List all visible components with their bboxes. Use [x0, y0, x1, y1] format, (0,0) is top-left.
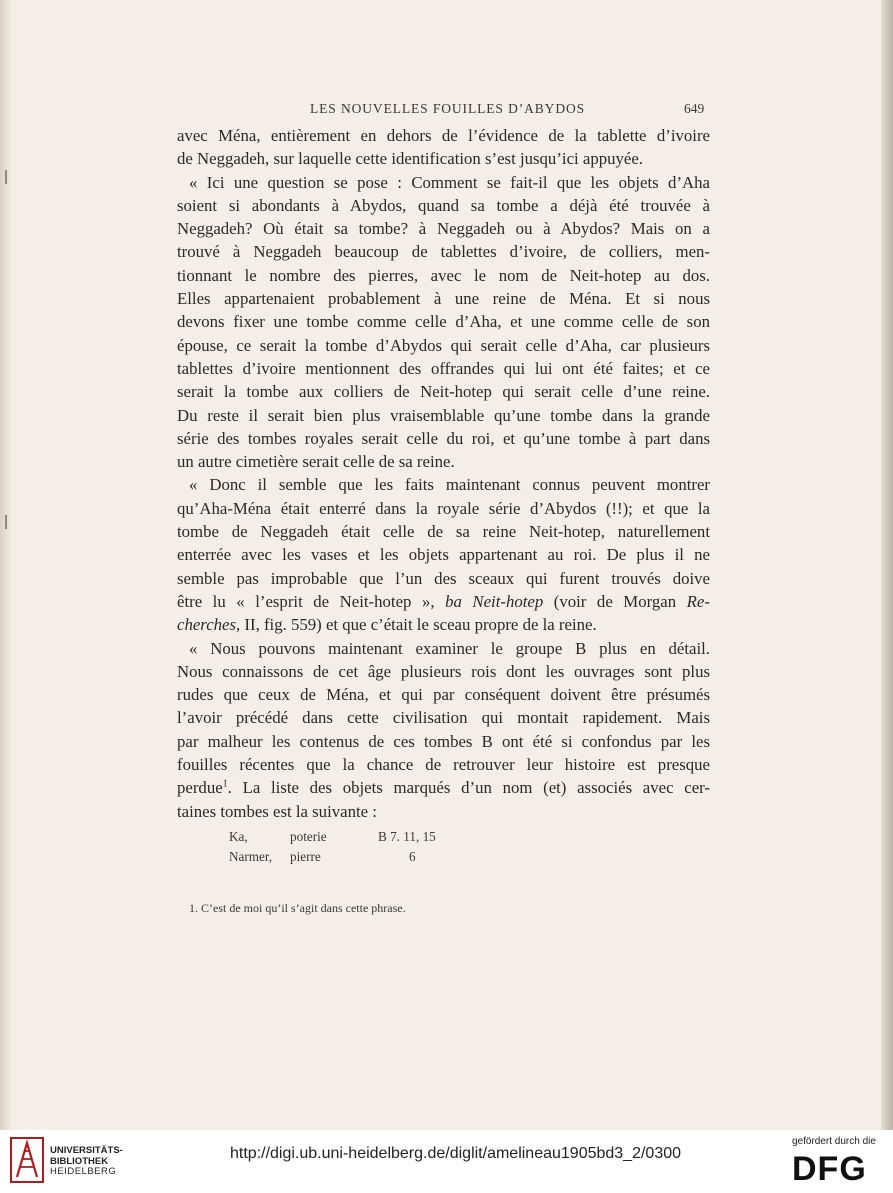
library-line: HEIDELBERG — [50, 1166, 117, 1177]
text-line: « Donc il semble que les faits maintenant connus peuvent montrer — [189, 475, 710, 495]
library-logo-icon — [10, 1137, 44, 1183]
library-name — [50, 1146, 123, 1178]
text-run: (voir de Morgan — [543, 591, 687, 611]
text-line: taines tombes est la suivante : — [177, 801, 377, 821]
text-run: être lu « l’esprit de Neit-hotep », — [177, 591, 446, 611]
text-line — [177, 590, 710, 613]
italic-run: ba Neit-hotep — [445, 591, 544, 611]
text-line: qu’Aha-Ména était enterré dans la royale série d’Abydos (!!); et que la — [177, 498, 710, 518]
body-text — [177, 124, 710, 823]
text-line: Nous connaissons de cet âge plusieurs rois dont les ouvrages sont plus — [177, 661, 710, 681]
text-line: un autre cimetière serait celle de sa reine. — [177, 452, 455, 472]
text-run: , II, fig. 559) et que c’était le sceau propre de la reine. — [236, 615, 597, 635]
text-line — [177, 776, 710, 799]
object-tombs: B 7. 11, 15 — [378, 829, 436, 844]
object-material: pierre — [290, 849, 321, 864]
text-run: perdue — [177, 778, 223, 798]
text-line: serait la tombe aux colliers de Neit-hotep qui serait celle d’une reine. — [177, 382, 710, 402]
text-line: fouilles récentes que la chance de retrouver leur histoire est presque — [177, 755, 710, 775]
object-name: Ka, — [229, 829, 248, 844]
dfg-logo: DFG — [792, 1150, 867, 1188]
margin-mark — [5, 170, 7, 184]
object-tombs: 6 — [409, 849, 416, 864]
objects-table — [229, 827, 469, 867]
text-line: semble pas improbable que l’un des sceaux qui furent trouvés doive — [177, 568, 710, 588]
text-run: . La liste des objets marqués d’un nom (et) associés avec cer- — [227, 778, 710, 798]
library-line: UNIVERSITÄTS- — [50, 1145, 123, 1156]
page-edge-right — [881, 0, 893, 1130]
margin-mark — [5, 515, 7, 529]
text-line: Elles appartenaient probablement à une reine de Ména. Et si nous — [177, 289, 710, 309]
text-line: Neggadeh? Où était sa tombe? à Neggadeh ou à Abydos? Mais on a — [177, 219, 710, 239]
table-row — [229, 847, 469, 867]
text-line: tionnant le nombre des pierres, avec le nom de Neit-hotep au dos. — [177, 265, 710, 285]
text-line — [177, 613, 710, 636]
footnote: 1. C’est de moi qu’il s’agit dans cette phrase. — [189, 901, 406, 915]
text-line: « Nous pouvons maintenant examiner le groupe B plus en détail. — [189, 638, 710, 658]
text-line: Du reste il serait bien plus vraisemblable qu’une tombe dans la grande — [177, 405, 710, 425]
text-line: soient si abondants à Abydos, quand sa tombe a déjà été trouvée à — [177, 195, 710, 215]
object-name: Narmer, — [229, 849, 273, 864]
library-line: BIBLIOTHEK — [50, 1155, 109, 1167]
funded-by-label: gefördert durch die — [792, 1136, 876, 1147]
text-line: série des tombes royales serait celle du roi, et qu’une tombe à part dans — [177, 428, 710, 448]
text-line: « Ici une question se pose : Comment se fait-il que les objets d’Aha — [189, 172, 710, 192]
text-line: épouse, ce serait la tombe d’Abydos qui serait celle d’Aha, car plusieurs — [177, 335, 710, 355]
running-head: LES NOUVELLES FOUILLES D’ABYDOS — [310, 101, 586, 116]
text-line: tablettes d’ivoire mentionnent des offrandes qui lui ont été faites; et ce — [177, 358, 710, 378]
text-line: devons fixer une tombe comme celle d’Aha, et une comme celle de son — [177, 312, 710, 332]
text-line: avec Ména, entièrement en dehors de l’évidence de la tablette d’ivoire — [177, 126, 710, 145]
text-line: tombe de Neggadeh était celle de sa reine Neit-hotep, naturellement — [177, 522, 710, 542]
italic-run: cherches — [177, 615, 237, 635]
text-line: de Neggadeh, sur laquelle cette identification s’est jusqu’ici appuyée. — [177, 149, 643, 169]
page-number: 649 — [684, 101, 705, 116]
object-material: poterie — [290, 829, 327, 844]
table-row — [229, 827, 469, 847]
footnote-ref: 1 — [222, 778, 228, 790]
text-line: l’avoir précédé dans cette civilisation qui montait rapidement. Mais — [177, 708, 710, 728]
text-line: trouvé à Neggadeh beaucoup de tablettes d’ivoire, de colliers, men- — [177, 242, 710, 262]
source-url-link[interactable]: http://digi.ub.uni-heidelberg.de/diglit/amelineau1905bd3_2/0300 — [230, 1145, 682, 1162]
text-line: enterrée avec les vases et les objets appartenant au roi. De plus il ne — [177, 545, 710, 565]
text-line: rudes que ceux de Ména, et qui par conséquent doivent être présumés — [177, 685, 710, 705]
italic-run: Re- — [686, 591, 710, 611]
text-line: par malheur les contenus de ces tombes B ont été si confondus par les — [177, 731, 710, 751]
